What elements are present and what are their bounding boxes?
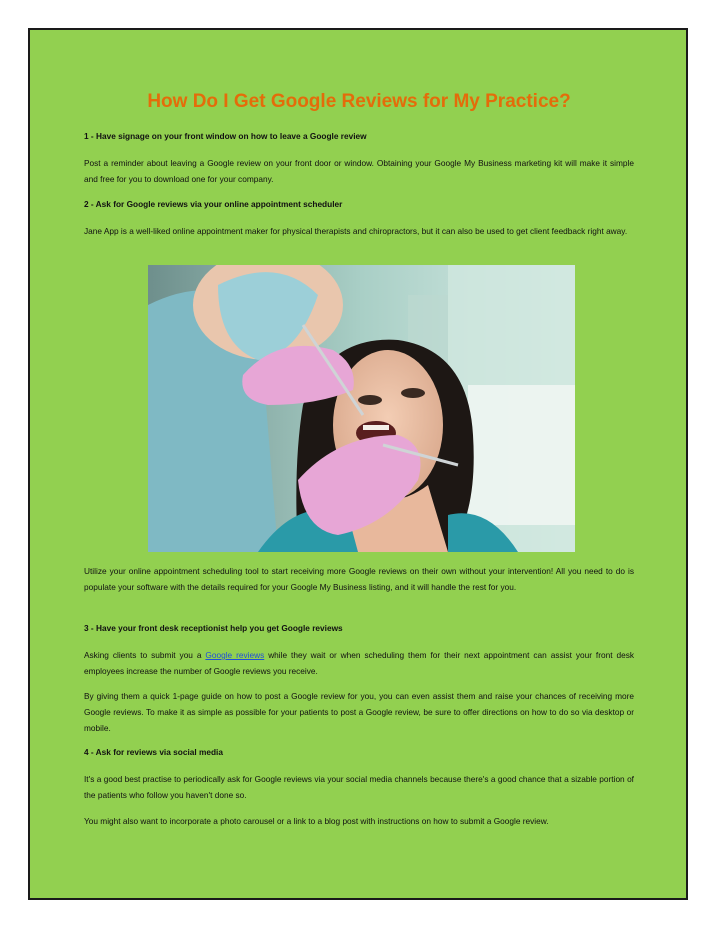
page-title: How Do I Get Google Reviews for My Practice? bbox=[147, 91, 571, 112]
section-3-text-after-link: while they wait or when scheduling them for their next appointment can assist your front desk employees increase the number of Google reviews you receive. bbox=[84, 650, 634, 676]
section-2-paragraph-2: Utilize your online appointment scheduling tool to start receiving more Google reviews on their own without your intervention! All you need to do is populate your software with the details required for your Google My Business listing, and it will handle the rest for you. bbox=[84, 566, 634, 592]
section-4-paragraph-2: You might also want to incorporate a photo carousel or a link to a blog post with instructions on how to submit a Google review. bbox=[84, 816, 549, 826]
section-3-text-before-link: Asking clients to submit you a bbox=[84, 650, 206, 660]
section-4-paragraph-1: It's a good best practise to periodically ask for Google reviews via your social media channels because there's a good chance that a sizable portion of the patients who follow you haven't done so. bbox=[84, 774, 634, 800]
google-reviews-link[interactable]: Google reviews bbox=[205, 650, 265, 660]
section-3-paragraph-1 bbox=[84, 647, 634, 679]
section-4-heading: 4 - Ask for reviews via social media bbox=[84, 747, 223, 757]
dental-photo bbox=[148, 265, 575, 552]
dental-exam-illustration bbox=[148, 265, 575, 552]
section-1-heading: 1 - Have signage on your front window on how to leave a Google review bbox=[84, 131, 367, 141]
section-1-paragraph: Post a reminder about leaving a Google review on your front door or window. Obtaining your Google My Business marketing kit will make it simple and free for you to download one for your company. bbox=[84, 158, 634, 184]
section-3-paragraph-2: By giving them a quick 1-page guide on how to post a Google review for you, you can even assist them and raise your chances of receiving more Google reviews. To make it as simple as possible for your patients to post a Google review, be sure to offer directions on how to do so via desktop or mobile. bbox=[84, 691, 634, 733]
section-2-heading: 2 - Ask for Google reviews via your online appointment scheduler bbox=[84, 199, 343, 209]
section-3-heading: 3 - Have your front desk receptionist help you get Google reviews bbox=[84, 623, 343, 633]
section-2-paragraph-1: Jane App is a well-liked online appointment maker for physical therapists and chiropractors, but it can also be used to get client feedback right away. bbox=[84, 226, 628, 236]
